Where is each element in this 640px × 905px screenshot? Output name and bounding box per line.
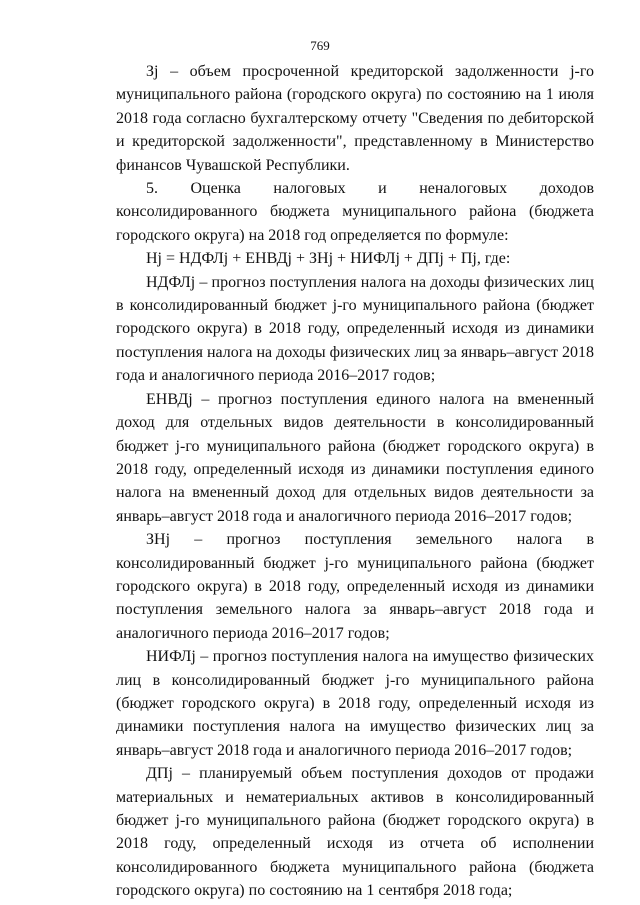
formula: Hj = НДФЛj + ЕНВДj + ЗНj + НИФЛj + ДПj + Пj, где: (146, 250, 511, 268)
paragraph-nifl-definition: НИФЛj – прогноз поступления налога на имущество физических лиц в консолидированный бюджет j-го муниципального района (бюджет городского округа) в 2018 году, определенный исходя из динамики поступления налога на имущество физических лиц за январь–август 2018 года и аналогичного периода 2016–2017 годов; (116, 648, 594, 759)
paragraph-dp-definition: ДПj – планируемый объем поступления доходов от продажи материальных и нематериальных активов в консолидированный бюджет j-го муниципального района (бюджет городского округа) в 2018 году, определенный исходя из отчета об исполнении консолидированного бюджета муниципального района (бюджета городского округа) по состоянию на 1 сентября 2018 года; (116, 765, 594, 900)
paragraph-ndfl-definition: НДФЛj – прогноз поступления налога на доходы физических лиц в консолидированный бюджет j-го муниципального района (бюджет городского округа) в 2018 году, определенный исходя из динамики поступления налога на доходы физических лиц за январь–август 2018 года и аналогичного периода 2016–2017 годов; (116, 273, 594, 385)
body-text (116, 60, 594, 903)
paragraph-overdue-debt-definition: Зj – объем просроченной кредиторской задолженности j-го муниципального района (городского округа) по состоянию на 1 июля 2018 года согласно бухгалтерскому отчету "Сведения по дебиторской и кредиторской задолженности", представленному в Министерство финансов Чувашской Республики. (116, 63, 594, 174)
paragraph-zn-definition: ЗНj – прогноз поступления земельного налога в консолидированный бюджет j-го муниципального района (бюджет городского округа) в 2018 году, определенный исходя из динамики поступления земельного налога за январь–август 2018 года и аналогичного периода 2016–2017 годов; (116, 531, 594, 642)
page-number: 769 (310, 38, 330, 53)
paragraph-section-5-intro: 5. Оценка налоговых и неналоговых доходов консолидированного бюджета муниципального района (бюджета городского округа) на 2018 год определяется по формуле: (116, 180, 594, 244)
paragraph-envd-definition: ЕНВДj – прогноз поступления единого налога на вмененный доход для отдельных видов деятельности в консолидированный бюджет j-го муниципального района (бюджет городского округа) в 2018 году, определенный исходя из динамики поступления единого налога на вмененный доход для отдельных видов деятельности за январь–август 2018 года и аналогичного периода 2016–2017 годов; (116, 390, 594, 525)
